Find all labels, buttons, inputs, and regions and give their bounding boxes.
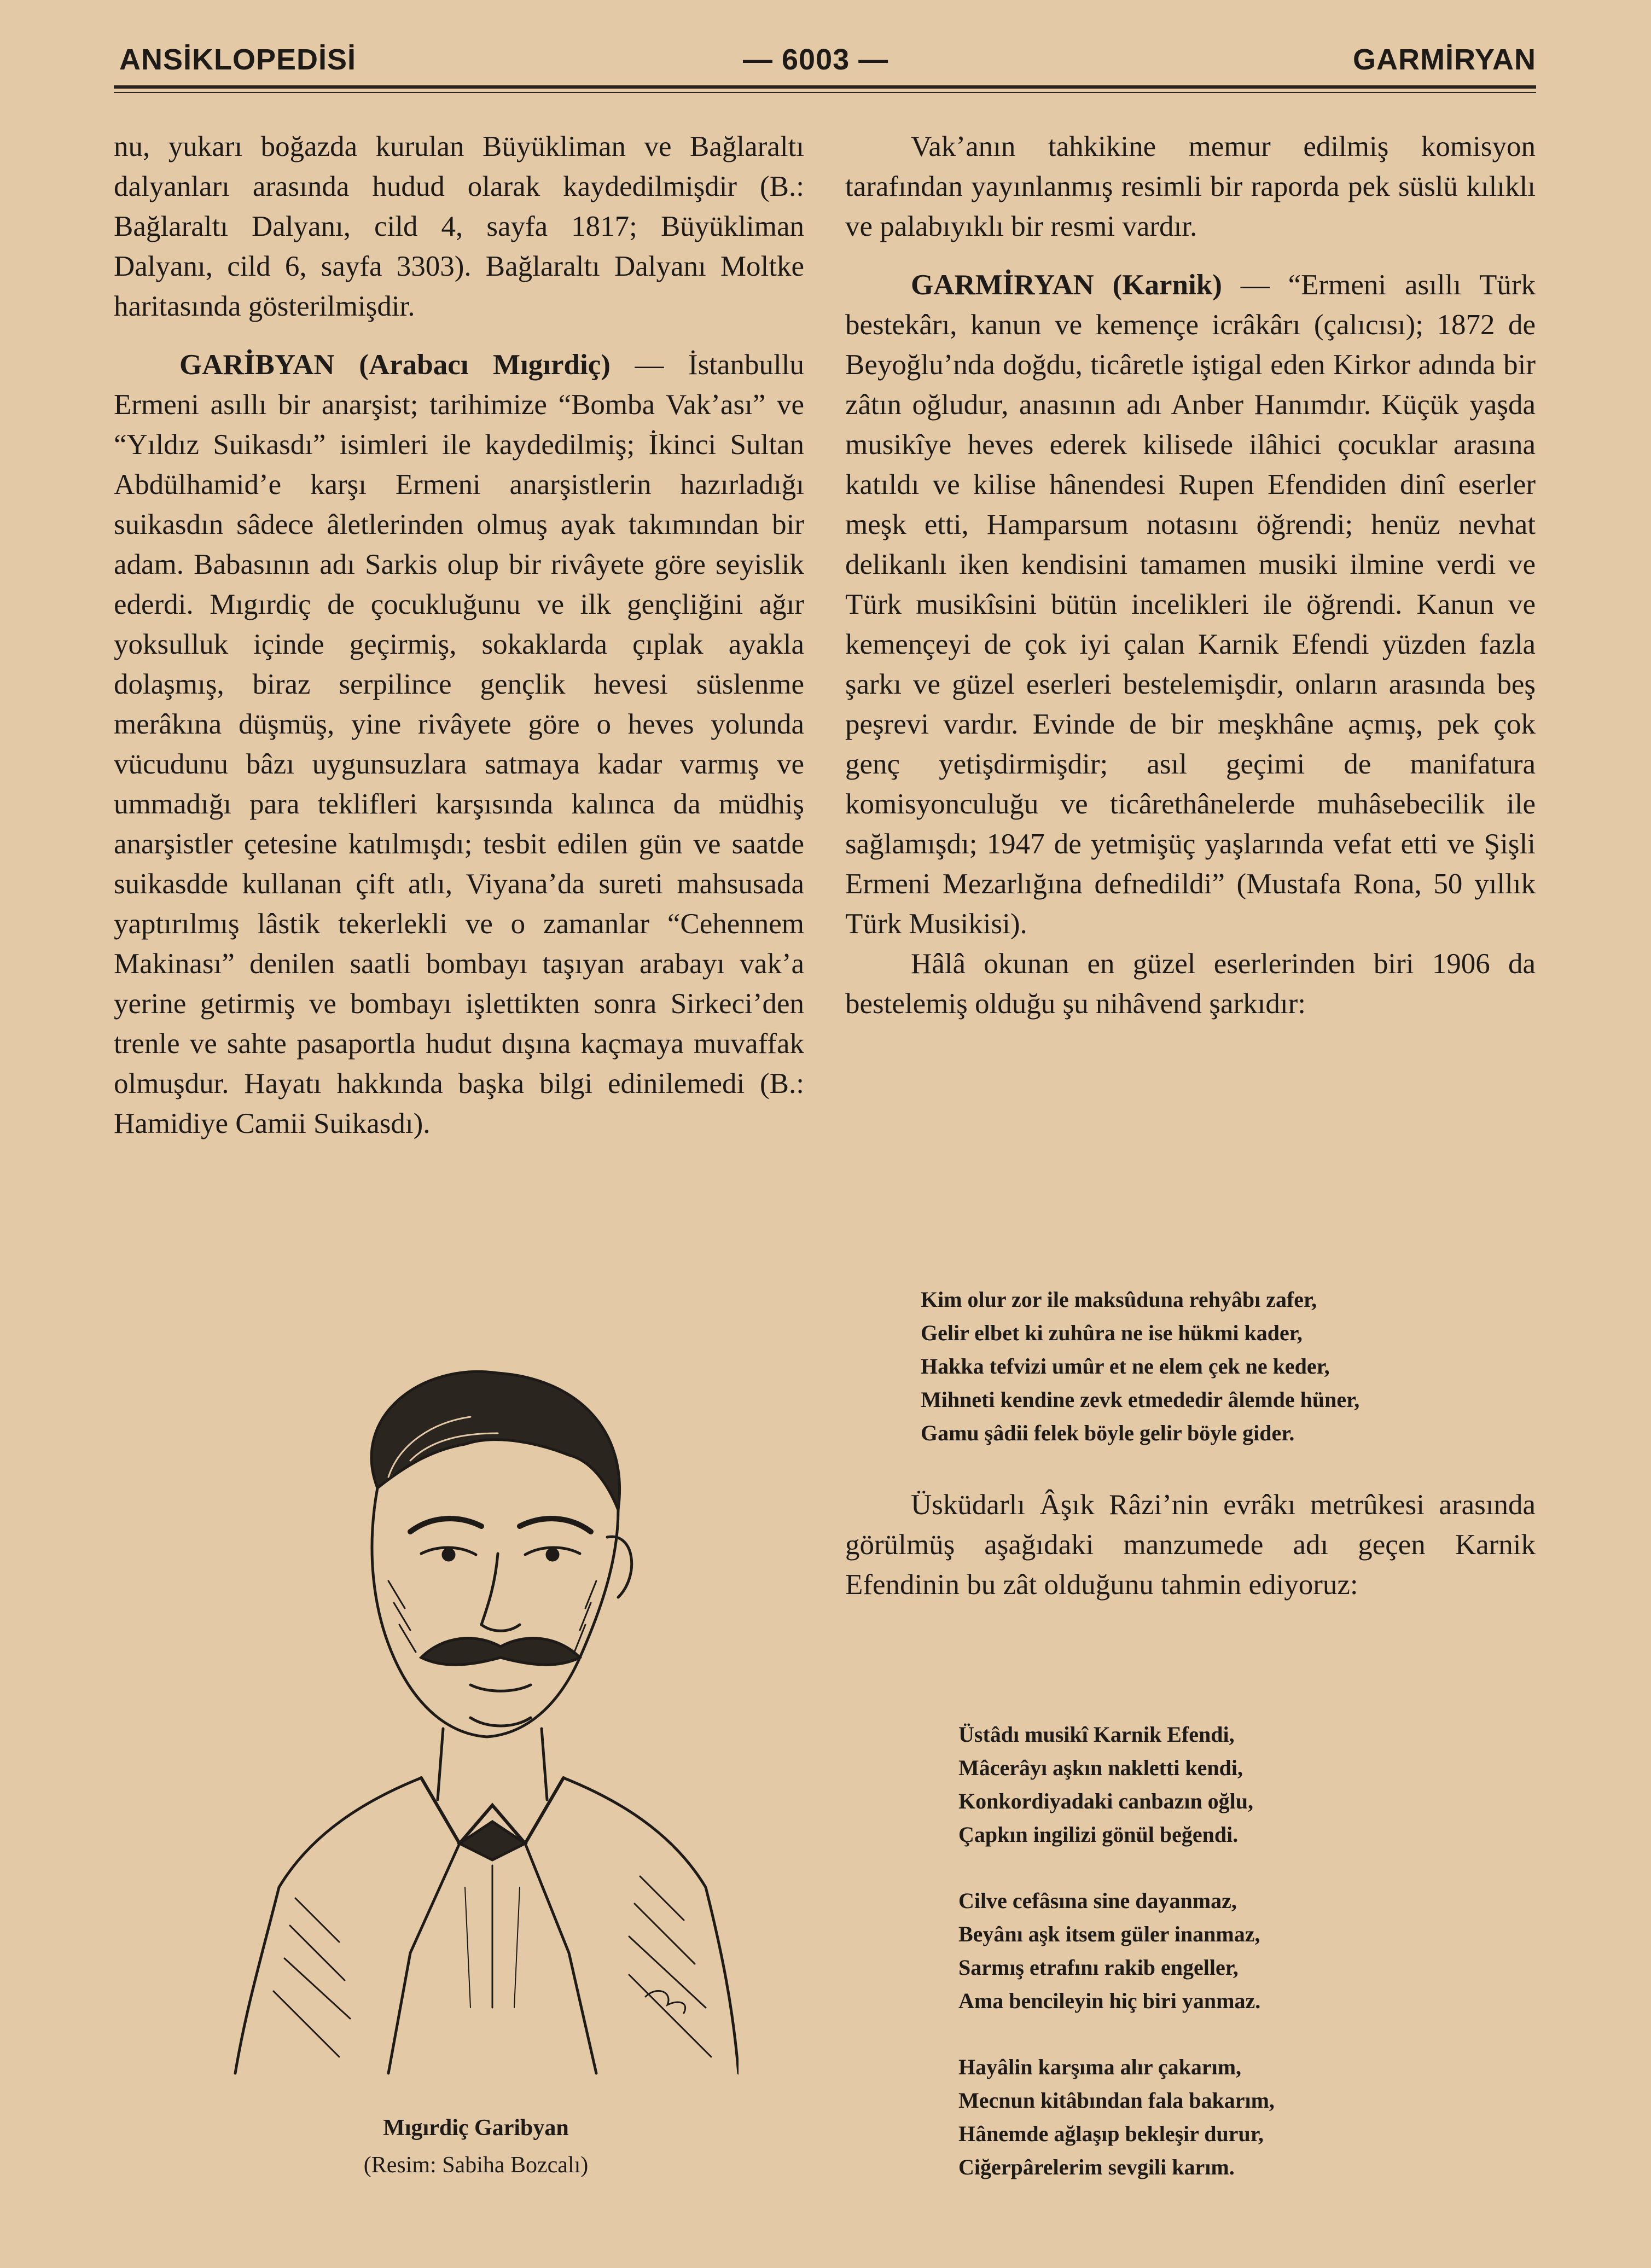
poem-line: Hayâlin karşıma alır çakarım, <box>958 2055 1242 2079</box>
portrait-illustration <box>213 1351 739 2090</box>
left-column <box>114 127 804 1144</box>
manzume-poem <box>958 1718 1275 2217</box>
entry-text: — “Ermeni asıllı Türk bestekârı, kanun ve kemençe icrâkârı (çalıcısı); 1872 de Beyoğlu’nda doğdu, ticâretle iştigal eden Kirkor adında bir zâtın oğludur, anasının adı Anber Hanımdır. Küçük yaşda musikîye heves ederek kilisede ilâhici çocuklar arasına katıldı ve kilise hânendesi Rupen Efendiden dinî eserler meşk etti, Hamparsum notasını öğrendi; henüz nevhat delikanlı iken kendisini tamamen musiki ilmine verdi ve Türk musikîsini bütün incelikleri ile öğrendi. Kanun ve kemençeyi de çok iyi çalan Karnik Efendi yüzden fazla şarkı ve güzel eserleri bestelemişdir, onların arasında beş peşrevi vardır. Evinde de bir meşkhâne açmış, pek çok genç yetişdirmişdir; asıl geçimi de manifatura komisyonculuğu ve ticârethânelerde muhâsebecilik ile sağlamışdı; 1947 de yetmişüç yaşlarında vefat etti ve Şişli Ermeni Mezarlığına defnedildi” (Mustafa Rona, 50 yıllık Türk Musikisi). <box>845 269 1536 940</box>
manuscript-paragraph: Üsküdarlı Âşık Râzi’nin evrâkı metrûkesi arasında görülmüş aşağıdaki manzumede adı geçen Karnik Efendinin bu zât olduğunu tahmin ediyoruz: <box>845 1489 1536 1601</box>
header-entry-word: GARMİRYAN <box>1352 43 1536 76</box>
continued-paragraph: nu, yukarı boğazda kurulan Büyükliman ve Bağlaraltı dalyanları arasında hudud olarak kaydedilmişdir (B.: Bağlaraltı Dalyanı, cild 4, sayfa 1817; Büyükliman Dalyanı, cild 6, sayfa 3303). Bağlaraltı Dalyanı Moltke haritasında gösterilmişdir. <box>114 131 804 322</box>
poem-line: Kim olur zor ile maksûduna rehyâbı zafer, <box>921 1287 1317 1312</box>
poem-line: Mâcerâyı aşkın nakletti kendi, <box>958 1755 1243 1780</box>
poem-stanza <box>958 1884 1275 2017</box>
poem-stanza <box>958 2050 1275 2184</box>
poem-line: Gamu şâdii felek böyle gelir böyle gider. <box>921 1421 1295 1445</box>
poem-line: Sarmış etrafını rakib engeller, <box>958 1955 1239 1980</box>
portrait-caption-name: Mıgırdiç Garibyan <box>383 2115 569 2141</box>
poem-line: Hânemde ağlaşıp bekleşir durur, <box>958 2121 1264 2146</box>
entry-heading: GARMİRYAN (Karnik) <box>911 269 1222 301</box>
poem-line: Mihneti kendine zevk etmededir âlemde hüner, <box>921 1387 1360 1412</box>
header-page-number: — 6003 — <box>743 43 889 76</box>
entry-garmiryan <box>845 265 1536 944</box>
poem-stanza <box>958 1718 1275 1851</box>
header-rule-thin <box>114 92 1536 93</box>
header-publication: ANSİKLOPEDİSİ <box>119 43 357 76</box>
poem-line: Çapkın ingilizi gönül beğendi. <box>958 1822 1239 1847</box>
poem-line: Ama bencileyin hiç biri yanmaz. <box>958 1988 1261 2013</box>
right-column-lower <box>845 1485 1536 1605</box>
entry-heading: GARİBYAN (Arabacı Mıgırdiç) <box>179 349 611 381</box>
poem-line: Mecnun kitâbından fala bakarım, <box>958 2088 1275 2113</box>
poem-line: Cilve cefâsına sine dayanmaz, <box>958 1888 1237 1913</box>
right-column <box>845 127 1536 1024</box>
continued-paragraph-right: Vak’anın tahkikine memur edilmiş komisyon tarafından yayınlanmış resimli bir raporda pek süslü kılıklı ve palabıyıklı bir resmi vardır. <box>845 131 1536 242</box>
song-intro-paragraph: Hâlâ okunan en güzel eserlerinden biri 1906 da bestelemiş olduğu şu nihâvend şarkıdır: <box>845 948 1536 1020</box>
poem-line: Gelir elbet ki zuhûra ne ise hükmi kader, <box>921 1321 1303 1345</box>
entry-text: — İstanbullu Ermeni asıllı bir anarşist; tarihimize “Bomba Vak’ası” ve “Yıldız Suikasdı” isimleri ile kaydedilmiş; İkinci Sultan Abdülhamid’e karşı Ermeni anarşistlerin hazırladığı suikasdın sâdece âletlerinden olmuş ayak takımından bir adam. Babasının adı Sarkis olup bir rivâyete göre seyislik ederdi. Mıgırdiç de çocukluğunu ve ilk gençliğini ağır yoksulluk içinde geçirmiş, sokaklarda çıplak ayakla dolaşmış, biraz serpilince gençlik hevesi süslenme merâkına düşmüş, yine rivâyete göre o heves yolunda vücudunu bâzı uygunsuzlara satmaya kadar varmış ve ummadığı para teklifleri karşısında kalınca da müdhiş anarşistler çetesine katılmışdı; tesbit edilen gün ve saatde suikasdde kullanan çift atlı, Viyana’da sureti mahsusada yaptırılmış lâstik tekerlekli ve o zamanlar “Cehennem Makinası” denilen saatli bombayı taşıyan arabayı vak’a yerine getirmiş ve bombayı işlettikten sonra Sirkeci’den trenle ve sahte pasaportla hudut dışına kaçmaya muvaffak olmuşdur. Hayatı hakkında başka bilgi edinilemedi (B.: Hamidiye Camii Suikasdı). <box>114 349 804 1139</box>
entry-garibyan <box>114 345 804 1144</box>
poem-line: Hakka tefvizi umûr et ne elem çek ne keder, <box>921 1354 1330 1379</box>
header-rule <box>114 85 1536 89</box>
poem-line: Konkordiyadaki canbazın oğlu, <box>958 1789 1254 1813</box>
poem-line: Beyânı aşk itsem güler inanmaz, <box>958 1922 1260 1946</box>
page-header <box>114 38 1536 88</box>
song-lyrics <box>921 1283 1359 1450</box>
portrait-caption-credit: (Resim: Sabiha Bozcalı) <box>363 2153 589 2178</box>
poem-line: Üstâdı musikî Karnik Efendi, <box>958 1722 1235 1747</box>
poem-line: Ciğerpârelerim sevgili karım. <box>958 2155 1235 2179</box>
